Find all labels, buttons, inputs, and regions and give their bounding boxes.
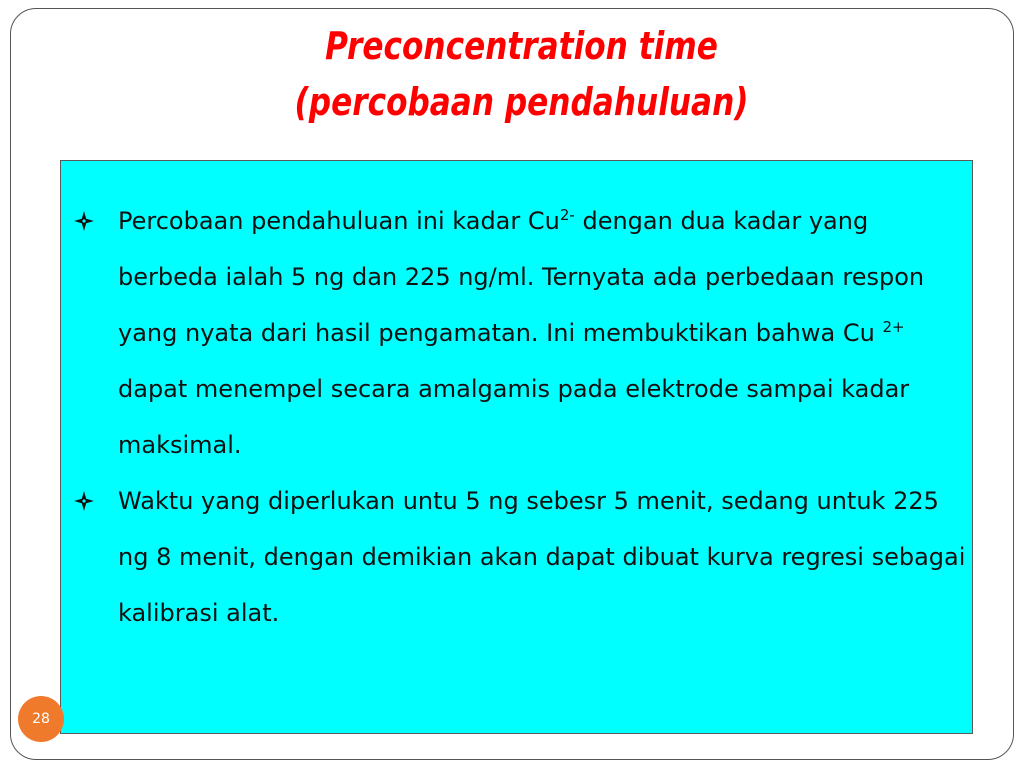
title-line-1: Preconcentration time xyxy=(325,24,718,68)
bullet-text: Waktu yang diperlukan untu 5 ng sebesr 5 menit, sedang untuk 225 ng 8 menit, dengan demikian akan dapat dibuat kurva regresi sebagai kalibrasi alat. xyxy=(118,487,966,627)
title-line-2: (percobaan pendahuluan) xyxy=(294,80,749,124)
content-box xyxy=(60,160,973,734)
bullet-list xyxy=(61,193,974,641)
diamond-bullet-icon xyxy=(74,211,94,231)
bullet-text-part: Percobaan pendahuluan ini kadar Cu xyxy=(118,207,560,235)
bullet-item xyxy=(61,473,974,641)
page-number-badge: 28 xyxy=(18,696,64,742)
slide-title xyxy=(102,18,942,130)
charge-superscript: 2- xyxy=(559,206,575,224)
bullet-item xyxy=(61,193,974,473)
bullet-text-part: dapat menempel secara amalgamis pada elektrode sampai kadar maksimal. xyxy=(118,375,910,459)
charge-superscript: 2+ xyxy=(882,318,905,336)
bullet-text-part: dengan dua kadar yang berbeda ialah 5 ng dan 225 ng/ml. Ternyata ada perbedaan respon yang nyata dari hasil pengamatan. Ini membuktikan bahwa Cu xyxy=(118,207,925,347)
diamond-bullet-icon xyxy=(74,491,94,511)
